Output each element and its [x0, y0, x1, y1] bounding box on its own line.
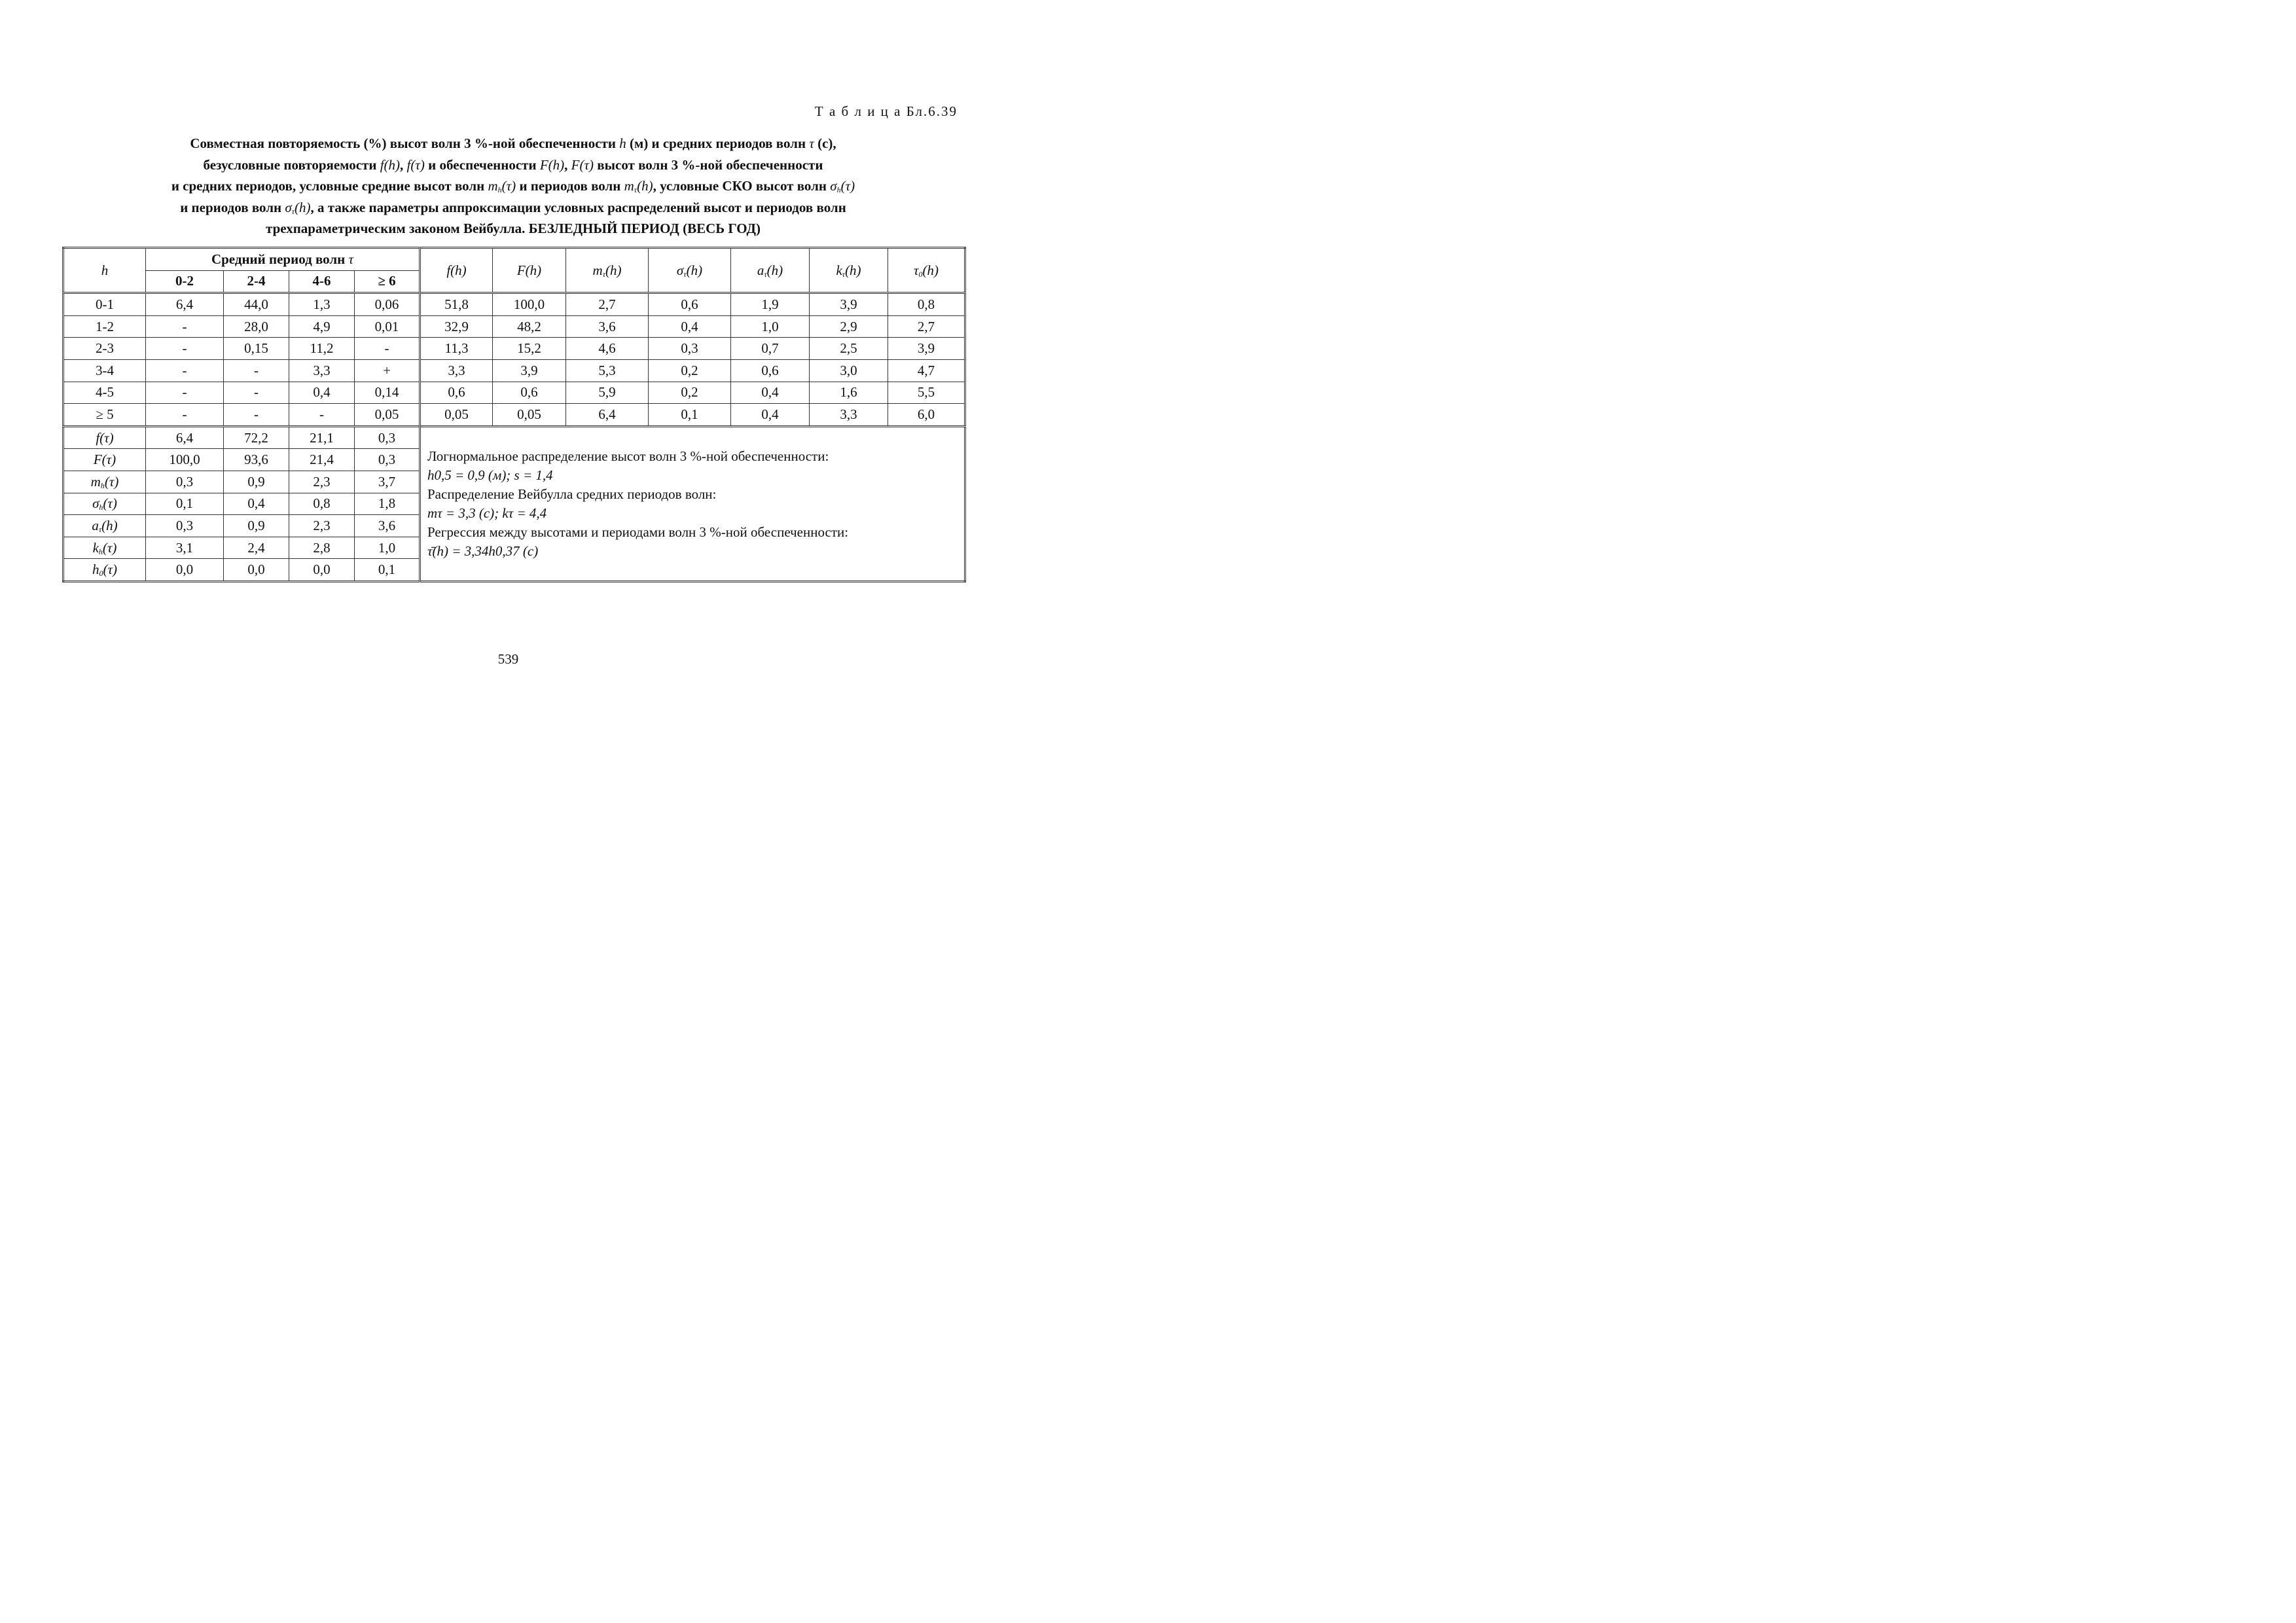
stats-cell: 0,0: [289, 559, 355, 582]
table-cell: 1,6: [810, 382, 888, 404]
column-header-2: [566, 248, 649, 293]
table-cell: -: [355, 338, 420, 360]
stats-row-label: [63, 426, 146, 449]
period-column-header: 2-4: [224, 270, 289, 293]
table-cell: 0,4: [731, 404, 810, 427]
table-row: [63, 315, 965, 338]
table-cell: 0,05: [493, 404, 566, 427]
corner-label: h: [101, 262, 109, 278]
table-cell: 2,7: [888, 315, 965, 338]
table-cell: 3,3: [420, 359, 493, 382]
title-line-1: Совместная повторяемость (%) высот волн 3 %-ной обеспеченности h (м) и средних периодов волн τ (с),: [190, 135, 836, 151]
table-cell: 3,0: [810, 359, 888, 382]
table-cell: 0,4: [289, 382, 355, 404]
title-line-4: и периодов волн $\sigma_\tau(h)$, а также параметры аппроксимации условных распределений высот и периодов волн: [180, 199, 846, 216]
table-cell: 0,7: [731, 338, 810, 360]
stats-row-label: [63, 559, 146, 582]
stats-cell: 1,0: [355, 537, 420, 559]
table-cell: 0,14: [355, 382, 420, 404]
table-cell: 0,6: [649, 293, 731, 316]
table-cell: 3,9: [888, 338, 965, 360]
table-cell: 2,9: [810, 315, 888, 338]
period-group-label: Средний период волн: [211, 251, 349, 267]
title-line-3: и средних периодов, условные средние высот волн $m_h(\tau)$ и периодов волн $m_\tau(h)$, условные СКО высот волн $\sigma_h(\tau)$: [171, 178, 855, 194]
column-symbol: $a_\tau(h)$: [757, 262, 783, 279]
table-cell: 6,4: [566, 404, 649, 427]
table-cell: 0,1: [649, 404, 731, 427]
stats-row-label: [63, 515, 146, 537]
page-number: 539: [497, 651, 519, 667]
period-group-symbol: τ: [348, 251, 354, 267]
table-cell: 0,05: [355, 404, 420, 427]
table-cell: 1,0: [731, 315, 810, 338]
table-row: [63, 359, 965, 382]
period-group-header: [146, 248, 420, 271]
table-row: [63, 382, 965, 404]
table-cell: 1,9: [731, 293, 810, 316]
table-cell: 3,9: [493, 359, 566, 382]
table-cell: 6,4: [146, 293, 224, 316]
column-symbol: F(h): [516, 262, 542, 278]
table-cell: 2,5: [810, 338, 888, 360]
table-cell: 0,6: [420, 382, 493, 404]
stats-cell: 100,0: [146, 449, 224, 471]
table-cell: 0,8: [888, 293, 965, 316]
stats-cell: 2,3: [289, 515, 355, 537]
stats-cell: 0,8: [289, 493, 355, 515]
stats-cell: 0,0: [224, 559, 289, 582]
stats-cell: 0,9: [224, 471, 289, 493]
table-cell: 3,3: [289, 359, 355, 382]
table-cell: 5,9: [566, 382, 649, 404]
stats-cell: 72,2: [224, 426, 289, 449]
table-cell: -: [146, 338, 224, 360]
table-cell: 0,4: [731, 382, 810, 404]
row-label: ≥ 5: [63, 404, 146, 427]
column-header-1: [493, 248, 566, 293]
column-symbol: $\tau_0(h)$: [913, 262, 939, 279]
weibull-title: Распределение Вейбулла средних периодов волн:: [427, 486, 717, 502]
row-label: 4-5: [63, 382, 146, 404]
stats-row-label: [63, 493, 146, 515]
lognormal-formula: h0,5 = 0,9 (м); s = 1,4: [427, 467, 553, 483]
stats-cell: 0,9: [224, 515, 289, 537]
row-label: 2-3: [63, 338, 146, 360]
table-cell: 0,05: [420, 404, 493, 427]
table-cell: 0,01: [355, 315, 420, 338]
column-symbol: $m_\tau(h)$: [592, 262, 622, 279]
table-cell: 0,15: [224, 338, 289, 360]
stats-cell: 3,7: [355, 471, 420, 493]
table-cell: 0,6: [731, 359, 810, 382]
title-line-5: трехпараметрическим законом Вейбулла. БЕЗЛЕДНЫЙ ПЕРИОД (ВЕСЬ ГОД): [266, 221, 761, 236]
table-cell: -: [224, 359, 289, 382]
table-cell: 3,6: [566, 315, 649, 338]
column-header-3: [649, 248, 731, 293]
table-cell: 15,2: [493, 338, 566, 360]
row-label: 0-1: [63, 293, 146, 316]
table-cell: 4,9: [289, 315, 355, 338]
regression-formula: τ̄(h) = 3,34h0,37 (с): [427, 543, 539, 559]
table-cell: 4,6: [566, 338, 649, 360]
table-cell: 0,4: [649, 315, 731, 338]
table-cell: 44,0: [224, 293, 289, 316]
table-row: [63, 404, 965, 427]
table-cell: 28,0: [224, 315, 289, 338]
period-column-header: 0-2: [146, 270, 224, 293]
table-cell: 32,9: [420, 315, 493, 338]
stats-cell: 21,1: [289, 426, 355, 449]
row-symbol: $h_0(\tau)$: [92, 562, 117, 579]
table-cell: -: [224, 382, 289, 404]
table-number: Т а б л и ц а Бл.6.39: [814, 103, 958, 119]
stats-cell: 0,3: [146, 471, 224, 493]
stats-cell: 2,3: [289, 471, 355, 493]
table-cell: 0,2: [649, 382, 731, 404]
table-cell: 6,0: [888, 404, 965, 427]
row-label: 3-4: [63, 359, 146, 382]
table-cell: 4,7: [888, 359, 965, 382]
table-cell: 0,3: [649, 338, 731, 360]
notes-cell: [420, 426, 965, 581]
stats-cell: 21,4: [289, 449, 355, 471]
stats-cell: 2,8: [289, 537, 355, 559]
stats-cell: 0,1: [146, 493, 224, 515]
weibull-formula: mτ = 3,3 (с); kτ = 4,4: [427, 505, 547, 521]
column-header-4: [731, 248, 810, 293]
column-header-6: [888, 248, 965, 293]
lognormal-title: Логнормальное распределение высот волн 3 %-ной обеспеченности:: [427, 448, 829, 464]
wave-table: [62, 247, 966, 582]
table-cell: -: [146, 382, 224, 404]
stats-cell: 6,4: [146, 426, 224, 449]
table-cell: 48,2: [493, 315, 566, 338]
table-cell: 11,3: [420, 338, 493, 360]
stats-cell: 0,3: [355, 449, 420, 471]
row-label: 1-2: [63, 315, 146, 338]
column-symbol: f(h): [446, 262, 467, 278]
stats-cell: 2,4: [224, 537, 289, 559]
stats-cell: 0,3: [146, 515, 224, 537]
corner-header-h: [63, 248, 146, 293]
table-row: [63, 293, 965, 316]
table-cell: 1,3: [289, 293, 355, 316]
table-row: [63, 338, 965, 360]
table-cell: 2,7: [566, 293, 649, 316]
stats-cell: 93,6: [224, 449, 289, 471]
table-cell: 5,3: [566, 359, 649, 382]
stats-cell: 0,4: [224, 493, 289, 515]
table-cell: -: [289, 404, 355, 427]
table-cell: -: [146, 359, 224, 382]
table-cell: 51,8: [420, 293, 493, 316]
table-title: [62, 133, 964, 240]
stats-cell: 1,8: [355, 493, 420, 515]
stats-cell: 0,3: [355, 426, 420, 449]
table-cell: -: [224, 404, 289, 427]
regression-title: Регрессия между высотами и периодами волн 3 %-ной обеспеченности:: [427, 524, 849, 540]
stats-cell: 0,1: [355, 559, 420, 582]
stats-row-label: [63, 537, 146, 559]
table-cell: 3,3: [810, 404, 888, 427]
period-column-header: ≥ 6: [355, 270, 420, 293]
period-column-header: 4-6: [289, 270, 355, 293]
title-line-2: безусловные повторяемости f(h), f(τ) и обеспеченности F(h), F(τ) высот волн 3 %-ной обеспеченности: [203, 156, 823, 173]
table-cell: -: [146, 315, 224, 338]
header-row: [63, 248, 965, 271]
row-symbol: $\sigma_h(\tau)$: [92, 495, 117, 512]
table-cell: 11,2: [289, 338, 355, 360]
row-symbol: $a_\tau(h)$: [92, 517, 118, 534]
stats-cell: 3,6: [355, 515, 420, 537]
column-header-5: [810, 248, 888, 293]
stats-row-label: [63, 471, 146, 493]
stats-row: [63, 426, 965, 449]
row-symbol: $m_h(\tau)$: [90, 473, 119, 490]
table-cell: 5,5: [888, 382, 965, 404]
table-cell: 3,9: [810, 293, 888, 316]
row-symbol: f(τ): [96, 429, 114, 446]
row-symbol: $k_h(\tau)$: [92, 539, 117, 556]
stats-cell: 3,1: [146, 537, 224, 559]
column-header-0: [420, 248, 493, 293]
column-symbol: $\sigma_\tau(h)$: [676, 262, 703, 279]
stats-cell: 0,0: [146, 559, 224, 582]
stats-row-label: [63, 449, 146, 471]
table-cell: -: [146, 404, 224, 427]
table-cell: 0,06: [355, 293, 420, 316]
table-cell: 0,6: [493, 382, 566, 404]
table-cell: 100,0: [493, 293, 566, 316]
table-cell: +: [355, 359, 420, 382]
row-symbol: F(τ): [93, 452, 117, 468]
column-symbol: $k_\tau(h)$: [836, 262, 861, 279]
table-cell: 0,2: [649, 359, 731, 382]
